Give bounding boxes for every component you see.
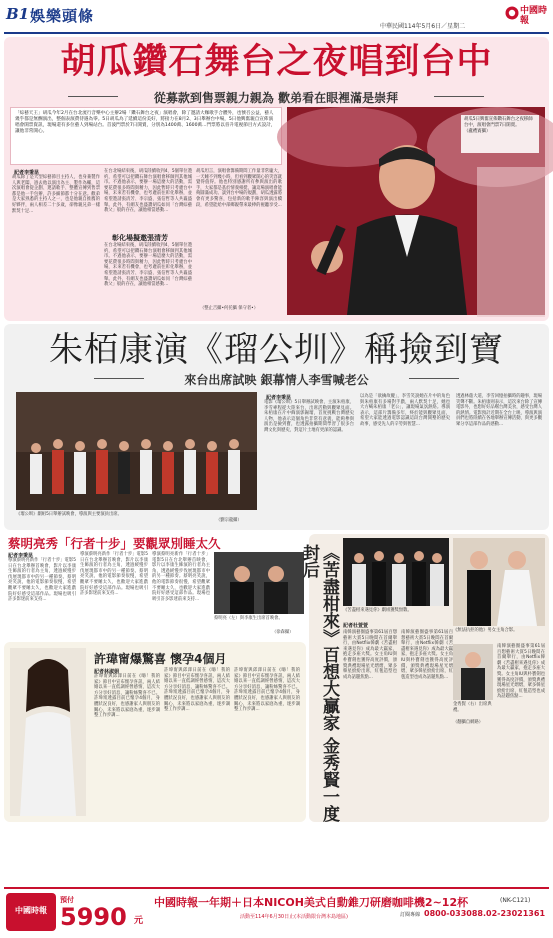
masthead [0, 0, 553, 34]
photo-credit: （盧禮賓攝） [464, 128, 491, 134]
zhu-cast-photo [16, 392, 257, 510]
photo-caption: 《瑠公圳》劇組5日舉辦試映會，導演與主要演員出席。 [16, 512, 122, 517]
body-column-2: 南韓演藝圈盛事第61屆百想藝術大賞5日晚間在首爾舉行，由Netflix韓劇《苦盡柑來遇見你》成為最大贏家，抱走多座大獎。女主角IU與朴寶劍也獲得高度評價，頒獎典禮現場星光熠熠，眾多韓星紛紛出席，紅毯造型也成為話題焦點... [401, 630, 453, 680]
lede-box [10, 107, 282, 165]
body-column-1: 許瑋甯與邱澤日前在《嗨！我的家》節目中宣布懷孕喜訊，兩人結婚以來一直低調經營感情，這次大方分享好消息，讓粉絲驚喜不已。許瑋甯透露目前已懷孕4個月，身體狀況良好，也感謝家人與朋友的關心，未來將以家庭為重，逐步調整工作步調... [94, 674, 160, 719]
body-column-3: 南韓演藝圈盛事第61屆百想藝術大賞5日晚間在首爾舉行，由Netflix韓劇《苦盡柑來遇見你》成為最大贏家，抱走多座大獎。女主角IU與朴寶劍也獲得高度評價，頒獎典禮現場星光熠熠，眾多韓星紛紛出席，紅毯造型也成為話題焦點... [497, 644, 545, 700]
photo-illustration [343, 538, 449, 606]
photo-illustration [214, 552, 304, 614]
body-column-2: 在台北場結束後，胡瓜陸續收到4、5個單位邀約，希望可以把鑽石舞台演唱會移師到其他城市。不過他表示，要辦一場這麼大的活動，需要花費很多時間與精力，因此暫時只考慮台中場，未來若有機會，也考慮前往彰化舉辦，並希望邀請張清芳、李宗盛、張信哲等人共襄盛舉。此外，有網友也盛讚胡瓜如同「台灣綜藝教父」般的存在，讓他相當感動... [104, 169, 192, 214]
subhead-rule-left [68, 96, 118, 97]
subhead-rule-right [409, 378, 459, 379]
newspaper-logo [503, 4, 547, 30]
logo-text: 中國時報 [520, 6, 548, 26]
ad-banner [4, 887, 549, 933]
body-column-1: 電影《瑠公圳》5日舉辦試映會，主演朱栢康、李雪專程從大陸來台，出席活動與觀眾見面。朱栢康在片中飾演郭錫瑠，首度挑戰台灣歷史人物，他表示這個角色非常有意義，能夠參與演出是撿到寶，也透露拍攝期間學習了很多台灣文化與歷史，對這片土地有更深的認識。 [264, 400, 354, 433]
ad-hotline[interactable]: 0800-033088.02-23021361 [424, 909, 546, 918]
photo-caption: 胡瓜5日興奮宣佈鑽石舞台之夜移師台中，演唱會門票7日開賣。 [464, 117, 533, 128]
body-column-3: 透過林蔭大道，李雪回憶拍攝時的趣事，現場笑聲不斷。朱栢康則表示，這次來台除了宣傳電影外，也想好好品嚐台灣美食，感受台灣人的熱情。電影預計近期在全台上映，導演與演員們也將陸續在各地舉辦宣傳活動，與更多觀眾分享這部作品的感動... [456, 394, 542, 427]
hu-gua-photo [287, 107, 545, 315]
byline-4: 記者林淑娟 [94, 669, 120, 675]
ad-price: 5990 [60, 903, 127, 931]
section-subhead-1: 彰化場擬邀張清芳 [112, 234, 168, 242]
body-column-3: 胡瓜坦言，演唱會籌備期間工作量非常龐大，一天睡不到幾小時，但看到觀眾開心的笑容就覺得值得。他也特別感謝所有參與演出的歌手，大家都是基於情義相挺，讓這場演唱會能夠圓滿成功。談到台中場的規劃，胡瓜透露將會有更多驚喜，包括新的歌手陣容與演出橋段，希望能給中部鄉親帶來最棒的視聽享受... [196, 169, 282, 208]
headline-vertical: 《苦盡柑來》百想大贏家 金秀賢一度封后 [299, 544, 339, 822]
body-column-1: 南韓演藝圈盛事第61屆百想藝術大賞5日晚間在首爾舉行，由Netflix韓劇《苦盡柑來遇見你》成為最大贏家，抱走多座大獎。女主角IU與朴寶劍也獲得高度評價，頒獎典禮現場星光熠熠，眾多韓星紛紛出席，紅毯造型也成為話題焦點... [343, 630, 397, 680]
photo-credit: （劉宗龍攝） [216, 518, 242, 523]
photo-credit: （徐森攝） [272, 630, 294, 635]
date-line: 中華民國114年5月6日／星期二 [380, 23, 466, 30]
byline-2: 記者李秉昆 [266, 395, 292, 401]
ad-subscription-label: 預付 [60, 896, 74, 904]
byline-3: 記者李秉昆 [8, 553, 34, 559]
ad-promo-line: 活動至114年6月30日止(本活動限台灣本島地區) [240, 914, 348, 920]
photo-caption: 蔡明亮（左）與李康生出席首映會。 [214, 616, 283, 621]
ad-price-unit: 元 [134, 916, 144, 926]
subhead-rule-left [94, 378, 144, 379]
ad-model: (NK-C121) [500, 897, 531, 904]
ad-hotline-label: 訂閱專線 [400, 912, 421, 918]
ad-headline: 中國時報一年期＋日本NICOH美式自動錐刀研磨咖啡機2~12杯 [154, 896, 469, 909]
subhead: 來台出席試映 銀幕情人李雪喊老公 [184, 373, 369, 387]
subhead: 從募款到售票親力親為 歡弟看在眼裡滿是崇拜 [153, 91, 399, 105]
baeksang-photo-1 [343, 538, 449, 606]
story-baeksang [299, 534, 549, 822]
headline: 胡瓜鑽石舞台之夜唱到台中 [60, 42, 493, 82]
story-tsai-ming-liang [4, 534, 306, 641]
headline: 蔡明亮秀「行者十步」要觀眾別睡太久 [8, 536, 221, 551]
byline-5: 記者杜萱萱 [343, 623, 369, 629]
headline: 朱栢康演《瑠公圳》稱撿到寶 [49, 330, 504, 370]
body-column-2: 許瑋甯與邱澤日前在《嗨！我的家》節目中宣布懷孕喜訊，兩人結婚以來一直低調經營感情，這次大方分享好消息，讓粉絲驚喜不已。許瑋甯透露目前已懷孕4個月，身體狀況良好，也感謝家人與朋友的關心，未來將以家庭為重，逐步調整工作步調... [164, 668, 230, 713]
body-column-3: 導演蔡明亮新作「行者十步」電影5日在台北舉辦首映會，影片以李康生飾演的行者為主角，透過緩慢步伐展現都市中的另一種節奏。蔡明亮笑說，他的電影節奏很慢，希望觀眾不要睡太久，也歡迎大家進戲院好好感受這部作品。現場也吸引許多影迷前來支持... [152, 552, 210, 602]
tsai-photo [214, 552, 304, 614]
subhead-rule-right [434, 96, 484, 97]
baeksang-photo-2 [453, 538, 545, 626]
photo-illustration [16, 392, 257, 510]
kim-soo-hyun-photo [453, 644, 493, 700]
story-hu-gua [4, 37, 549, 321]
byline-1: 記者李秉昆 [14, 170, 40, 176]
headline: 許瑋甯爆驚喜 懷孕4個月 [94, 652, 227, 666]
credit-note: （整止吉攝•何托攝 保守者•） [200, 306, 258, 311]
photo-caption-box [461, 115, 539, 153]
body-column-3: 許瑋甯與邱澤日前在《嗨！我的家》節目中宣布懷孕喜訊，兩人結婚以來一直低調經營感情，這次大方分享好消息，讓粉絲驚喜不已。許瑋甯透露目前已懷孕4個月，身體狀況良好，也感謝家人與朋友的關心，未來將以家庭為重，逐步調整工作步調... [234, 668, 300, 713]
photo-caption-3: 金秀賢（右）出席典禮。 [453, 702, 492, 713]
body-column-2: 導演蔡明亮新作「行者十步」電影5日在台北舉辦首映會，影片以李康生飾演的行者為主角，透過緩慢步伐展現都市中的另一種節奏。蔡明亮笑說，他的電影節奏很慢，希望觀眾不要睡太久，也歡迎大家進戲院好好感受這部作品。現場也吸引許多影迷前來支持... [80, 552, 148, 597]
section-title: 娛樂頭條 [30, 7, 95, 25]
story-zhu-baikang [4, 324, 549, 530]
body-column-1: 胡瓜除了是大型綜藝節目主持人，也身兼製作人與老闆，過去他以演出為主、製作為輔，這次演唱會從企劃、邀請歌手、整體宣傳到售票都是他一手包辦，許多細節都十分在意。歡弟是大家熟悉的主持人之一，也是他親自推薦的好夥伴，兩人相差二十多歲，卻像親兄弟一樣默契十足... [12, 175, 100, 214]
page-code: B1 [6, 5, 30, 23]
photo-illustration [453, 644, 493, 700]
photo-caption-2: 《無法抗拒的他》男女主角合影。 [453, 628, 518, 633]
ad-badge: 中國時報 [6, 893, 56, 931]
story-hsu-wei-ning [4, 642, 306, 822]
body-column-1: 導演蔡明亮新作「行者十步」電影5日在台北舉辦首映會，影片以李康生飾演的行者為主角，透過緩慢步伐展現都市中的另一種節奏。蔡明亮笑說，他的電影節奏很慢，希望觀眾不要睡太久，也歡迎大家進戲院好好感受這部作品。現場也吸引許多影迷前來支持... [8, 558, 76, 603]
lede: 「綜藝天王」胡瓜今年2月在台北流行音樂中心主辦2場「鑽石舞台之夜」演唱會，除了邀請大咖歌手合體外，也號召公益，藝人幾乎都是無酬演出，整個表演費待遇為零。5日胡瓜為了延續這份美好，將接力在8月2、3日舉辦台中場，5日他興奮親自宣佈演唱會開票資訊，現場還有多位藝人到場站台。首波門票於7日開賣，分別為1400萬、1600萬...門票將以晉升電視節目方式設計，讓他非常開心。 [15, 111, 276, 134]
body-column-2: 以為是「欲擒故縱」，李雪笑說她在片中的角色與朱栢康有多場對手戲，兩人默契十足，她也大方喊朱栢康「老公」，讓現場氣氛熱絡。導演表示，這部片籌備多年，終於能與觀眾見面，希望大家能透過電影認識這段台灣開墾的歷史故事，感受先人的辛勞與智慧... [360, 394, 450, 427]
photo-credit: （翻攝自網路） [453, 720, 484, 725]
photo-illustration [10, 648, 86, 816]
hsu-photo [10, 648, 86, 816]
photo-caption-1: 《苦盡柑來遇見你》劇組獲獎無數。 [343, 608, 412, 613]
masthead-rule [4, 32, 549, 34]
body-column-2b: 在台北場結束後，胡瓜陸續收到4、5個單位邀約，希望可以把鑽石舞台演唱會移師到其他城市。不過他表示，要辦一場這麼大的活動，需要花費很多時間與精力，因此暫時只考慮台中場，未來若有機會，也考慮前往彰化舉辦，並希望邀請張清芳、李宗盛、張信哲等人共襄盛舉。此外，有網友也盛讚胡瓜如同「台灣綜藝教父」般的存在，讓他相當感動... [104, 243, 192, 288]
footer-ad [4, 825, 549, 935]
photo-illustration [453, 538, 545, 626]
